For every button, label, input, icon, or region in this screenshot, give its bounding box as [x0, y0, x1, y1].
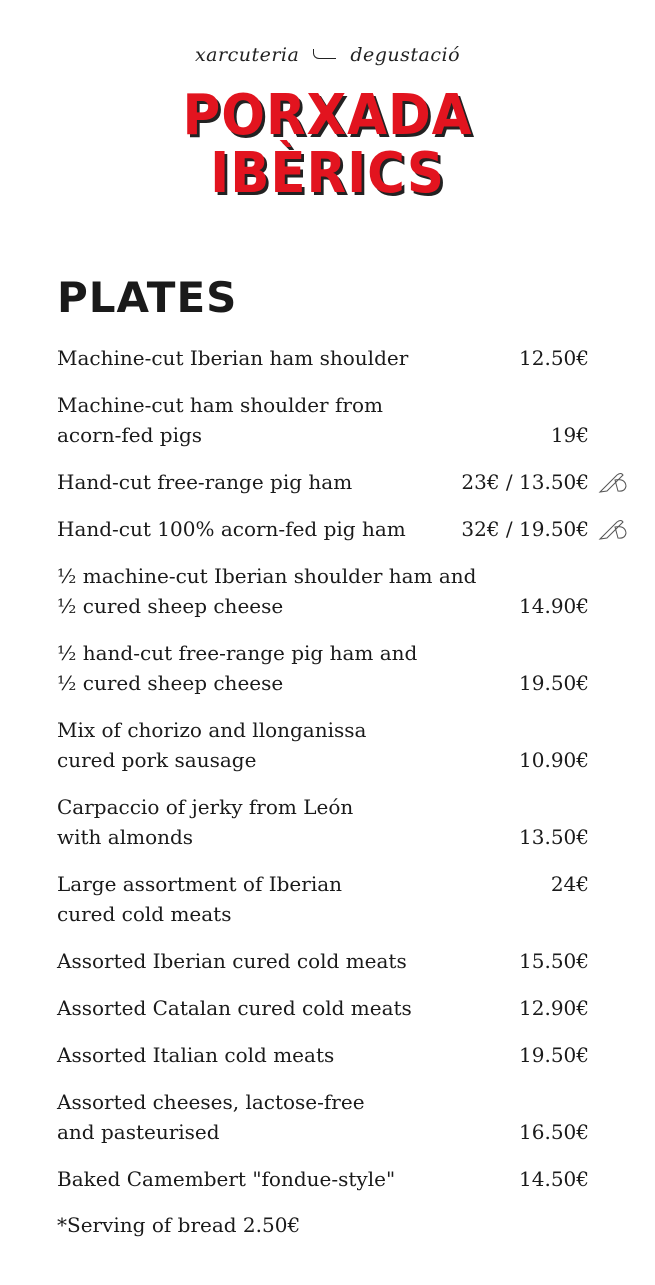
- menu-list: [57, 343, 637, 1194]
- menu-item-name: Baked Camembert "fondue-style": [57, 1167, 396, 1191]
- menu-item-name: Assorted Italian cold meats: [57, 1043, 335, 1067]
- menu-item: [57, 1087, 637, 1147]
- brand-logo-line-1: PORXADA: [182, 83, 473, 148]
- menu-item: [57, 946, 637, 976]
- menu-item-price: 12.50€: [519, 346, 589, 370]
- menu-item-price: 14.90€: [519, 594, 589, 618]
- menu-item: [57, 993, 637, 1023]
- menu-item: [57, 792, 637, 852]
- menu-item-name: ½ hand-cut free-range pig ham and ½ cured sheep cheese: [57, 641, 418, 695]
- bread-note: *Serving of bread 2.50€: [57, 1213, 301, 1237]
- menu-item: [57, 561, 637, 621]
- menu-item-name: Hand-cut 100% acorn-fed pig ham: [57, 517, 406, 541]
- menu-item-name: Assorted cheeses, lactose-free and pasteurised: [57, 1090, 365, 1144]
- menu-item-price: 13.50€: [519, 825, 589, 849]
- menu-item-name: Assorted Catalan cured cold meats: [57, 996, 412, 1020]
- knife-icon: [597, 519, 629, 541]
- menu-item-price: 32€ / 19.50€: [461, 517, 589, 541]
- menu-item-price: 10.90€: [519, 748, 589, 772]
- tagline: [0, 44, 655, 66]
- menu-item-price: 23€ / 13.50€: [461, 470, 589, 494]
- menu-item-name: Mix of chorizo and llonganissa cured pork sausage: [57, 718, 367, 772]
- menu-item: [57, 390, 637, 450]
- menu-item-price: 15.50€: [519, 949, 589, 973]
- menu-item-price: 19.50€: [519, 671, 589, 695]
- menu-item-price: 19€: [550, 423, 589, 447]
- menu-item-name: ½ machine-cut Iberian shoulder ham and ½ cured sheep cheese: [57, 564, 477, 618]
- menu-item-price: 19.50€: [519, 1043, 589, 1067]
- menu-item-price: 16.50€: [519, 1120, 589, 1144]
- brand-logo-line-2: IBÈRICS: [210, 141, 445, 206]
- menu-item-name: Machine-cut ham shoulder from acorn-fed pigs: [57, 393, 383, 447]
- menu-item: [57, 514, 637, 544]
- menu-item-price: 12.90€: [519, 996, 589, 1020]
- menu-item-price: 24€: [550, 872, 589, 896]
- menu-item-name: Large assortment of Iberian cured cold meats: [57, 872, 343, 926]
- tagline-separator-icon: [313, 49, 336, 59]
- menu-item: [57, 1164, 637, 1194]
- tagline-right: degustació: [350, 44, 461, 66]
- tagline-left: xarcuteria: [194, 44, 300, 66]
- menu-item: [57, 343, 637, 373]
- section-title: PLATES: [57, 273, 238, 322]
- menu-item: [57, 1040, 637, 1070]
- menu-item: [57, 869, 637, 929]
- menu-item: [57, 467, 637, 497]
- menu-item-price: 14.50€: [519, 1167, 589, 1191]
- menu-item-name: Machine-cut Iberian ham shoulder: [57, 346, 409, 370]
- knife-icon: [597, 472, 629, 494]
- menu-item-name: Hand-cut free-range pig ham: [57, 470, 353, 494]
- menu-item: [57, 715, 637, 775]
- menu-item: [57, 638, 637, 698]
- menu-item-name: Carpaccio of jerky from León with almonds: [57, 795, 354, 849]
- menu-item-name: Assorted Iberian cured cold meats: [57, 949, 407, 973]
